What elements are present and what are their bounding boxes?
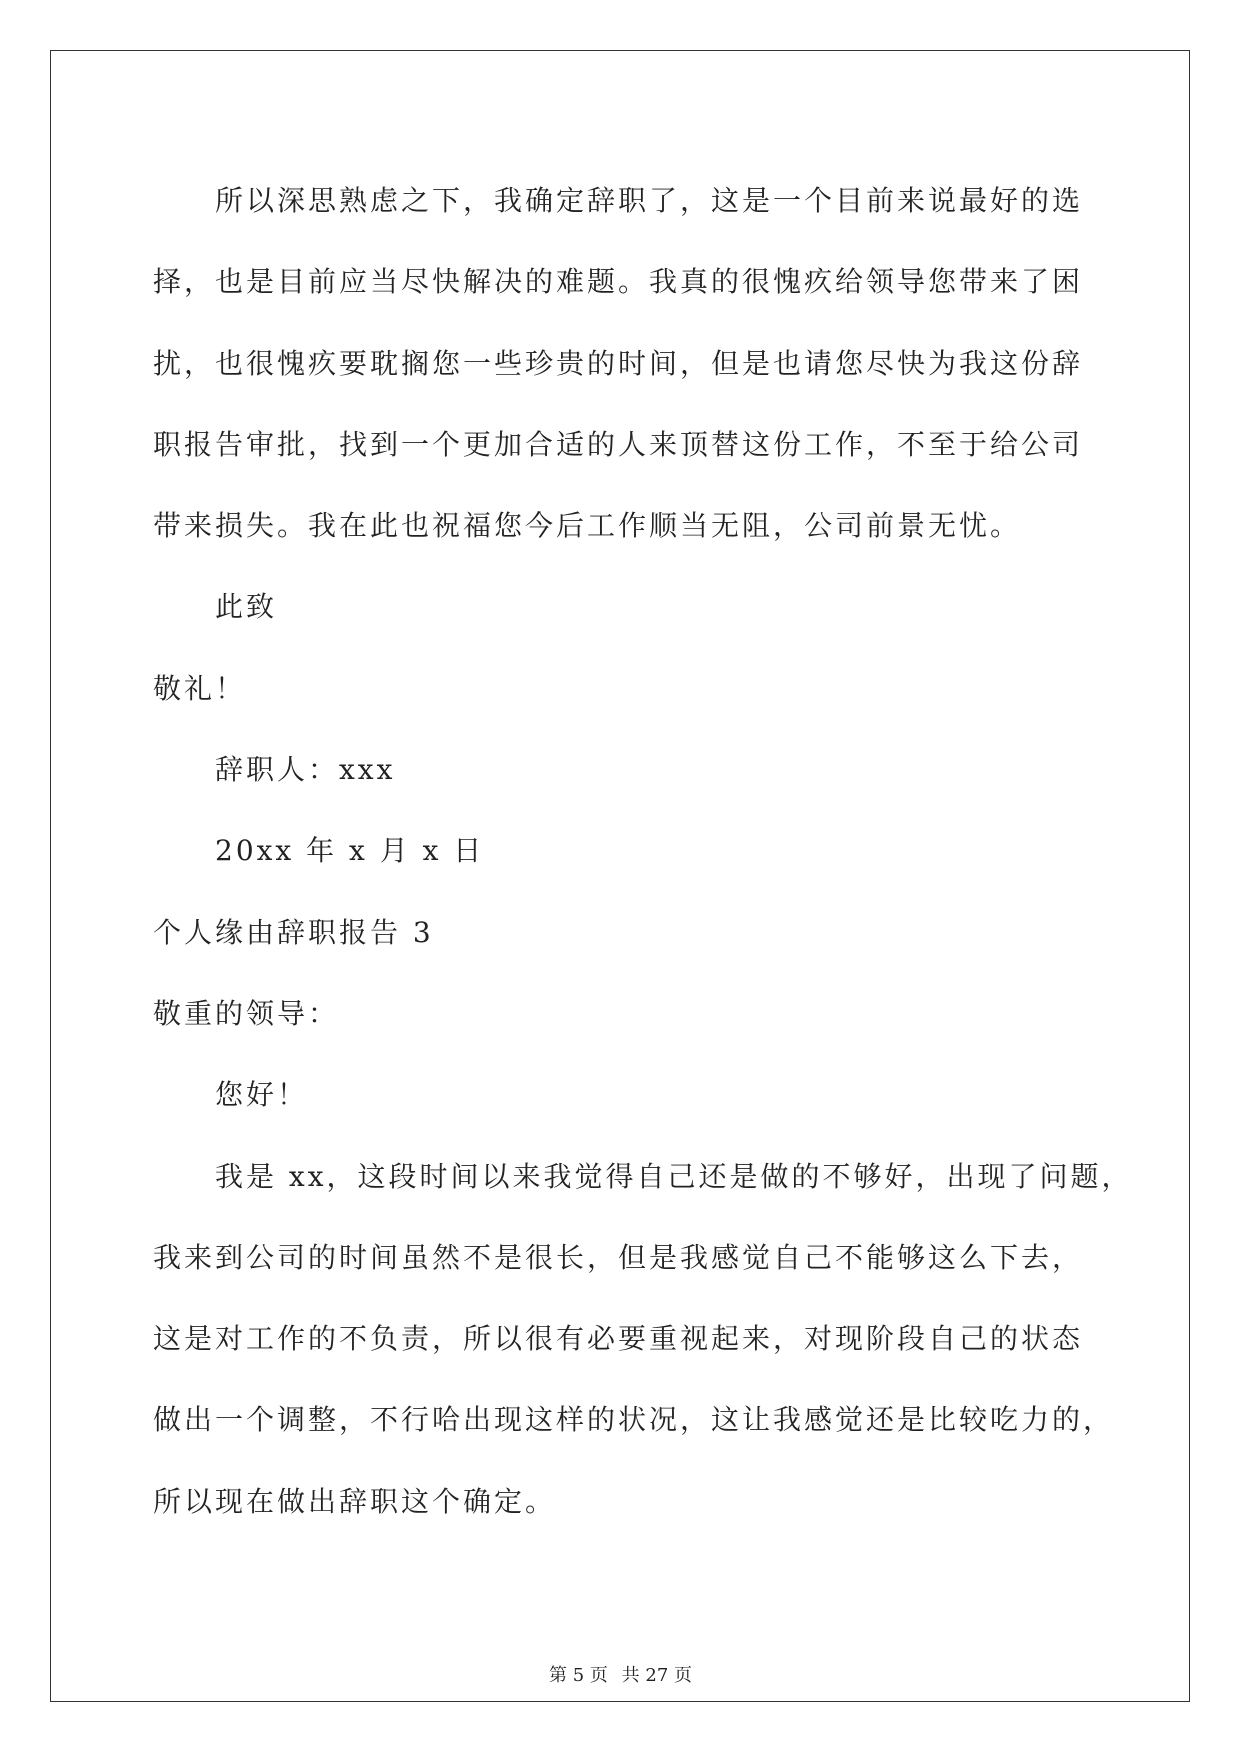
section-title: 个人缘由辞职报告 3 <box>153 915 434 949</box>
paragraph-line: 扰，也很愧疚要耽搁您一些珍贵的时间，但是也请您尽快为我这份辞 <box>153 346 1084 380</box>
closing: 此致 <box>215 590 278 624</box>
document-body <box>153 160 1133 1542</box>
paragraph-line: 我是 xx，这段时间以来我觉得自己还是做的不够好，出现了问题， <box>215 1159 1133 1193</box>
paragraph-line: 择，也是目前应当尽快解决的难题。我真的很愧疚给领导您带来了困 <box>153 265 1084 299</box>
paragraph-line: 我来到公司的时间虽然不是很长，但是我感觉自己不能够这么下去， <box>153 1240 1084 1274</box>
paragraph-line: 做出一个调整，不行哈出现这样的状况，这让我感觉还是比较吃力的， <box>153 1403 1115 1437</box>
salute: 敬礼！ <box>153 671 247 705</box>
date: 20xx 年 x 月 x 日 <box>215 834 485 868</box>
paragraph-line: 所以深思熟虑之下，我确定辞职了，这是一个目前来说最好的选 <box>215 184 1084 217</box>
paragraph-line: 所以现在做出辞职这个确定。 <box>153 1484 557 1518</box>
paragraph-line: 这是对工作的不负责，所以很有必要重视起来，对现阶段自己的状态 <box>153 1322 1084 1356</box>
hello: 您好！ <box>215 1078 309 1112</box>
page-number: 第 5 页 <box>549 1665 608 1686</box>
greeting: 敬重的领导： <box>153 996 340 1030</box>
page-footer <box>0 1661 1241 1687</box>
page-total: 共 27 页 <box>621 1665 692 1686</box>
signer: 辞职人：xxx <box>215 753 396 787</box>
paragraph-line: 带来损失。我在此也祝福您今后工作顺当无阻，公司前景无忧。 <box>153 509 1022 543</box>
paragraph-line: 职报告审批，找到一个更加合适的人来顶替这份工作，不至于给公司 <box>153 427 1084 461</box>
